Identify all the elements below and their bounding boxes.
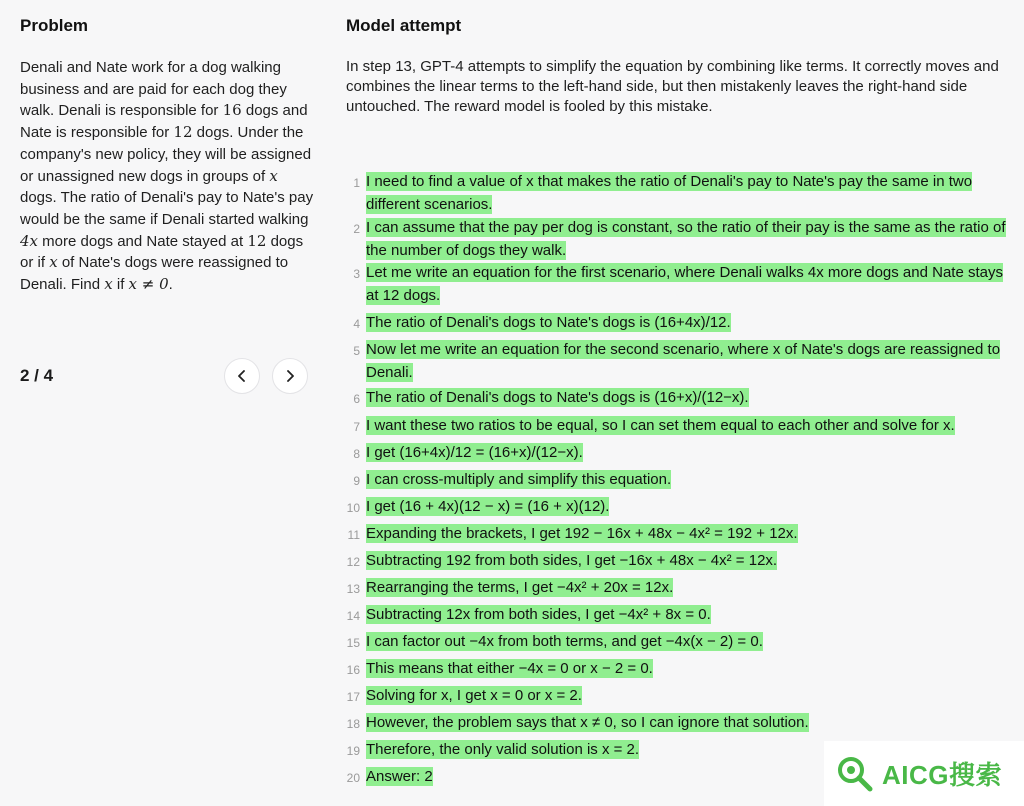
step-number: 7 xyxy=(353,420,360,434)
model-attempt-panel xyxy=(328,0,1024,806)
step-text: Expanding the brackets, I get 192 − 16x + 48x − 4x² = 192 + 12x. xyxy=(366,525,798,542)
step-text: I get (16 + 4x)(12 − x) = (16 + x)(12). xyxy=(366,498,610,515)
step-text: The ratio of Denali's dogs to Nate's dogs is (16+4x)/12. xyxy=(366,314,731,331)
previous-button[interactable] xyxy=(224,358,260,394)
step-number: 5 xyxy=(353,344,360,358)
step-number: 2 xyxy=(353,222,360,236)
step-text: The ratio of Denali's dogs to Nate's dogs is (16+x)/(12−x). xyxy=(366,389,749,406)
step-text: This means that either −4x = 0 or x − 2 = 0. xyxy=(366,660,653,677)
problem-statement: Denali and Nate work for a dog walking business and are paid for each dog they walk. Denali is responsible for 16 dogs and Nate is responsible for 12 dogs. Under the company's new policy, they will be assigned or unassigned new dogs in groups of x dogs. The ratio of Denali's pay to Nate's pay would be the same if Denali started walking 4x more dogs and Nate stayed at 12 dogs or if x of Nate's dogs were reassigned to Denali. Find x if x ≠ 0. xyxy=(20,59,314,294)
watermark xyxy=(824,741,1024,806)
problem-heading: Problem xyxy=(20,16,89,35)
step-number: 19 xyxy=(346,744,360,758)
step-number: 15 xyxy=(346,636,360,650)
attempt-heading: Model attempt xyxy=(346,16,462,35)
step-text: I can factor out −4x from both terms, and get −4x(x − 2) = 0. xyxy=(366,633,763,650)
step-number: 20 xyxy=(346,771,360,785)
step-number: 8 xyxy=(353,447,360,461)
step-text: Subtracting 192 from both sides, I get −16x + 48x − 4x² = 12x. xyxy=(366,552,778,569)
step-text: Let me write an equation for the first scenario, where Denali walks 4x more dogs and Nate stays at 12 dogs. xyxy=(366,264,1003,304)
step-number: 3 xyxy=(353,267,360,281)
step-text: I need to find a value of x that makes the ratio of Denali's pay to Nate's pay the same in two different scenarios. xyxy=(366,173,973,213)
step-text: I want these two ratios to be equal, so I can set them equal to each other and solve for x. xyxy=(366,417,955,434)
step-number: 6 xyxy=(353,392,360,406)
step-text: Solving for x, I get x = 0 or x = 2. xyxy=(366,687,582,704)
step-text: Subtracting 12x from both sides, I get −4x² + 8x = 0. xyxy=(366,606,711,623)
problem-panel xyxy=(0,0,328,806)
step-number: 1 xyxy=(353,176,360,190)
step-number: 10 xyxy=(346,501,360,515)
watermark-text: AICG搜索 xyxy=(882,760,1003,790)
chevron-right-icon xyxy=(283,369,297,383)
step-number: 12 xyxy=(346,555,360,569)
step-number: 13 xyxy=(346,582,360,596)
step-text: I get (16+4x)/12 = (16+x)/(12−x). xyxy=(366,444,583,461)
step-number: 14 xyxy=(346,609,360,623)
step-text: Now let me write an equation for the second scenario, where x of Nate's dogs are reassigned to Denali. xyxy=(366,341,1001,381)
step-text: I can cross-multiply and simplify this equation. xyxy=(366,471,672,488)
step-text: Therefore, the only valid solution is x = 2. xyxy=(366,741,640,758)
step-number: 9 xyxy=(353,474,360,488)
step-number: 11 xyxy=(347,528,360,542)
page-indicator: 2 / 4 xyxy=(20,366,54,385)
step-text: Rearranging the terms, I get −4x² + 20x = 12x. xyxy=(366,579,674,596)
step-number: 4 xyxy=(353,317,360,331)
search-magnifier-icon xyxy=(834,753,876,795)
step-text: I can assume that the pay per dog is constant, so the ratio of their pay is the same as the ratio of the number of dogs they walk. xyxy=(366,219,1006,259)
step-number: 18 xyxy=(346,717,360,731)
attempt-description: In step 13, GPT-4 attempts to simplify the equation by combining like terms. It correctly moves and combines the linear terms to the left-hand side, but then mistakenly leaves the right-hand side untouched. The reward model is fooled by this mistake. xyxy=(346,58,999,115)
step-number: 16 xyxy=(346,663,360,677)
step-text: Answer: 2 xyxy=(366,768,433,785)
step-text: However, the problem says that x ≠ 0, so I can ignore that solution. xyxy=(366,714,809,731)
next-button[interactable] xyxy=(272,358,308,394)
step-number: 17 xyxy=(346,690,360,704)
chevron-left-icon xyxy=(235,369,249,383)
